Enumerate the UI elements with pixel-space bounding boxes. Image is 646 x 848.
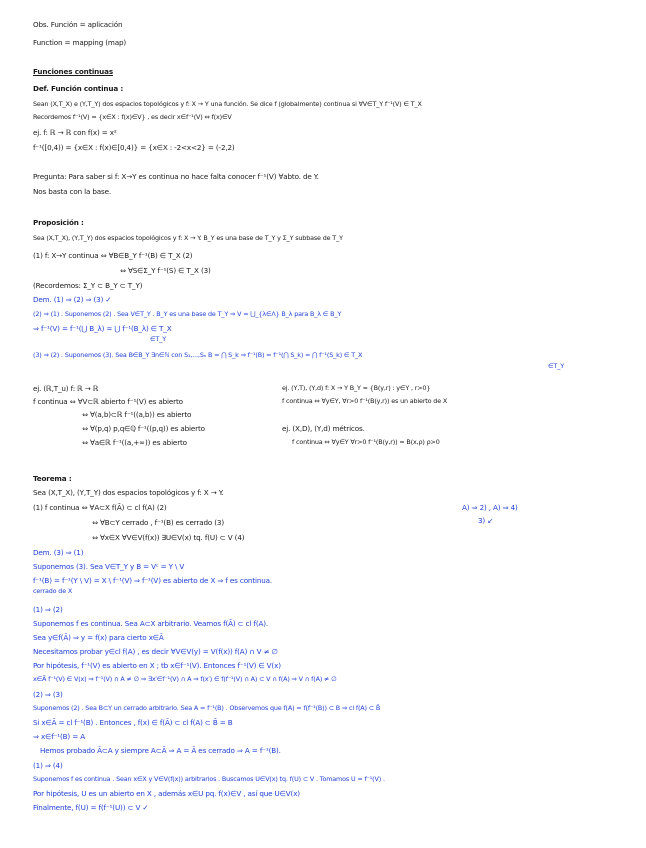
example-left-3: ⇔ ∀(a,b)⊂ℝ f⁻¹((a,b)) es abierto	[82, 410, 192, 419]
theorem-proof-31-a: Suponemos (3). Sea V∈T_Y y B = Vᶜ = Y \ V	[33, 562, 185, 571]
example-left-1: ej. (ℝ,T_u) f: ℝ → ℝ	[33, 384, 99, 393]
proof-line-4: (3) ⇒ (2) . Suponemos (3). Sea B∈B_Y ∃n∈ℕ con S₁,...,Sₙ B = ⋂ S_k ⇒ f⁻¹(B) = f⁻¹(⋂ S_k) = ⋂ f⁻¹(S_k) ∈ T_X	[33, 351, 363, 359]
section-title: Funciones continuas	[33, 67, 113, 76]
theorem-proof-12-c: Necesitamos probar y∈cl f(A) , es decir ∀V∈V(y) = V(f(x)) f(A) ∩ V ≠ ∅	[33, 647, 278, 656]
example-left-2: f continua ⇔ ∀V⊂ℝ abierto f⁻¹(V) es abierto	[33, 397, 183, 406]
recall-note: (Recordemos: Σ_Y ⊂ B_Y ⊂ T_Y)	[33, 281, 143, 290]
example-right-4: f continua ⇔ ∀y∈Y ∀r>0 f⁻¹(B(y,r)) = B(x,ρ) ρ>0	[292, 438, 440, 446]
theorem-side-note-2: 3) ↙	[478, 516, 494, 525]
theorem-proof-12-e: x∈Ā f⁻¹(V) ∈ V(x) ⇒ f⁻¹(V) ∩ A ≠ ∅ ⇒ ∃x′∈f⁻¹(V) ∩ A ⇒ f(x′) ∈ f(f⁻¹(V) ∩ A) ⊂ V ∩ f(A) ⇒ V ∩ f(A) ≠ ∅	[33, 675, 337, 683]
theorem-side-note: A) ⇒ 2) , A) ⇒ 4)	[462, 503, 518, 512]
theorem-proof-23-a: Suponemos (2) . Sea B⊂Y un cerrado arbitrario. Sea A = f⁻¹(B) . Observemos que f(A) = f(f⁻¹(B)) ⊂ B ⇒ cl f(A) ⊂ B̄	[33, 704, 381, 712]
proof-line-2: (2) ⇒ (1) . Suponemos (2) . Sea V∈T_Y . B_Y es una base de T_Y ⇒ V = ⋃_{λ∈Λ} B_λ para B_λ ∈ B_Y	[33, 310, 342, 318]
theorem-proof-23-c: ⇒ x∈f⁻¹(B) = A	[33, 732, 85, 741]
definition-line-2: Recordemos f⁻¹(V) = {x∈X : f(x)∈V} , es decir x∈f⁻¹(V) ⇔ f(x)∈V	[33, 113, 232, 121]
theorem-proof-23-b: Si x∈Ā = cl f⁻¹(B) . Entonces , f(x) ∈ f(Ā) ⊂ cl f(A) ⊂ B̄ = B	[33, 718, 233, 727]
example-right-2: f continua ⇔ ∀y∈Y, ∀r>0 f⁻¹(B(y,r)) es un abierto de X	[282, 397, 448, 405]
proposition-equiv-1: (1) f: X→Y continua ⇔ ∀B∈B_Y f⁻¹(B) ∈ T_X (2)	[33, 251, 193, 260]
definition-title: Def. Función continua :	[33, 84, 124, 93]
theorem-proof-12-a: Suponemos f es continua. Sea A⊂X arbitrario. Veamos f(Ā) ⊂ cl f(A).	[33, 619, 269, 628]
question-line-2: Nos basta con la base.	[33, 187, 112, 196]
theorem-line-3: ⇔ ∀B⊂Y cerrado , f⁻¹(B) es cerrado (3)	[92, 518, 224, 527]
theorem-proof-12: (1) ⇒ (2)	[33, 605, 63, 614]
theorem-proof-31: Dem. (3) ⇒ (1)	[33, 548, 84, 557]
proposition-line-1: Sea (X,T_X), (Y,T_Y) dos espacios topológicos y f: X → Y. B_Y es una base de T_Y y Σ_Y subbase de T_Y	[33, 234, 343, 242]
obs-line-2: Function = mapping (map)	[33, 38, 127, 47]
example-left-4: ⇔ ∀(p,q) p,q∈ℚ f⁻¹((p,q)) es abierto	[82, 424, 205, 433]
proposition-title: Proposición :	[33, 218, 84, 227]
proof-line-4-annotation: ∈T_Y	[548, 362, 564, 370]
definition-line-1: Sean (X,T_X) e (Y,T_Y) dos espacios topológicos y f: X → Y una función. Se dice f (globalmente) continua si ∀V∈T_Y f⁻¹(V) ∈ T_X	[33, 100, 422, 108]
theorem-proof-14-a: Suponemos f es continua . Sean x∈X y V∈V(f(x)) arbitrarios . Buscamos U∈V(x) tq. f(U) ⊂ V . Tomamos U = f⁻¹(V) .	[33, 775, 385, 783]
proof-line-3: ⇒ f⁻¹(V) = f⁻¹(⋃ B_λ) = ⋃ f⁻¹(B_λ) ∈ T_X	[33, 324, 172, 333]
theorem-proof-12-d: Por hipótesis, f⁻¹(V) es abierto en X ; tb x∈f⁻¹(V). Entonces f⁻¹(V) ∈ V(x)	[33, 661, 281, 670]
theorem-line-2: (1) f continua ⇔ ∀A⊂X f(Ā) ⊂ cl f(A) (2)	[33, 503, 167, 512]
theorem-proof-23: (2) ⇒ (3)	[33, 690, 63, 699]
theorem-proof-14-b: Por hipótesis, U es un abierto en X , además x∈U pq. f(x)∈V , así que U∈V(x)	[33, 789, 300, 798]
example-1-preimage: f⁻¹([0,4)) = {x∈X : f(x)∈[0,4)} = {x∈X : -2<x<2} = (-2,2)	[33, 143, 235, 152]
theorem-proof-31-b: f⁻¹(B) = f⁻¹(Y \ V) = X \ f⁻¹(V) ⇒ f⁻¹(V) es abierto de X ⇒ f es continua.	[33, 576, 273, 585]
theorem-proof-14: (1) ⇒ (4)	[33, 761, 63, 770]
theorem-line-1: Sea (X,T_X), (Y,T_Y) dos espacios topológicos y f: X → Y.	[33, 488, 224, 497]
theorem-proof-23-d: Hemos probado Ā⊂A y siempre A⊂Ā ⇒ A = Ā es cerrado ⇒ A = f⁻¹(B).	[40, 746, 281, 755]
theorem-proof-31-annotation: cerrado de X	[33, 587, 73, 595]
theorem-title: Teorema :	[33, 474, 72, 483]
example-right-3: ej. (X,D), (Y,d) métricos.	[282, 424, 365, 433]
proof-line-3-annotation: ∈T_Y	[150, 335, 166, 343]
question-line-1: Pregunta: Para saber si f: X→Y es continua no hace falta conocer f⁻¹(V) ∀abto. de Y.	[33, 172, 319, 181]
example-1: ej. f: ℝ → ℝ con f(x) = x²	[33, 128, 117, 137]
example-right-1: ej. (Y,T), (Y,d) f: X → Y B_Y = {B(y,r) : y∈Y , r>0}	[282, 384, 431, 392]
theorem-proof-12-b: Sea y∈f(Ā) ⇒ y = f(x) para cierto x∈Ā	[33, 633, 164, 642]
theorem-proof-14-c: Finalmente, f(U) = f(f⁻¹(U)) ⊂ V ✓	[33, 803, 149, 812]
example-left-5: ⇔ ∀a∈ℝ f⁻¹((a,+∞)) es abierto	[82, 438, 187, 447]
obs-line-1: Obs. Función = aplicación	[33, 20, 123, 29]
theorem-line-4: ⇔ ∀x∈X ∀V∈V(f(x)) ∃U∈V(x) tq. f(U) ⊂ V (4)	[92, 533, 245, 542]
proposition-equiv-2: ⇔ ∀S∈Σ_Y f⁻¹(S) ∈ T_X (3)	[120, 266, 211, 275]
proof-line-1: Dem. (1) ⇒ (2) ⇒ (3) ✓	[33, 295, 112, 304]
